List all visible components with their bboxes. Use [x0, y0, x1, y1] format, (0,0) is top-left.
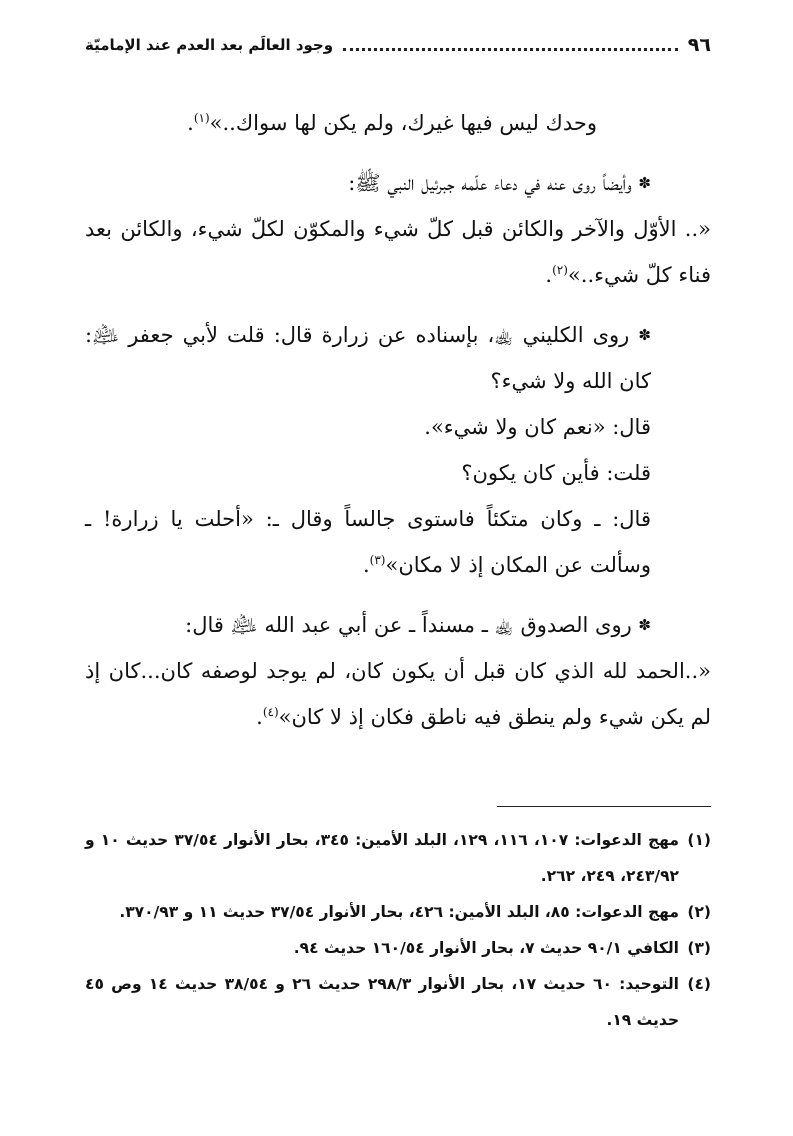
footnote-ref-4[interactable]: (٤) — [262, 705, 279, 719]
footnote-number: (٢) — [687, 903, 711, 921]
paragraph-4-text: روى الكليني ﵀، بإسناده عن زرارة قال: قلت لأبي جعفر ﵇: كان الله ولا شيء؟ — [85, 323, 651, 393]
running-header — [85, 30, 711, 60]
star-bullet-icon: ✽ — [638, 174, 651, 192]
paragraph-4 — [85, 312, 711, 404]
paragraph-1: وحدك ليس فيها غيرك، ولم يكن لها سواك..»$^{(١)}$. — [187, 111, 597, 135]
running-title: وجود العالَم بعد العدم عند الإماميّة — [85, 36, 334, 54]
quote-1-text: «.. الأوّل والآخر والكائن قبل كلّ شيء والمكوّن لكلّ شيء، والكائن بعد فناء كلّ شيء..» — [85, 217, 711, 287]
main-text — [85, 100, 711, 740]
footnote-1 — [85, 822, 711, 894]
quote-2-text: «..الحمد لله الذي كان قبل أن يكون كان، لم يوجد لوصفه كان...كان إذ لم يكن شيء ولم ينطق فيه ناطق فكان إذ لا كان» — [85, 659, 711, 729]
footnote-3 — [85, 930, 711, 966]
footnote-2 — [85, 894, 711, 930]
paragraph-5-text: قال: «نعم كان ولا شيء». — [424, 415, 651, 439]
footnote-text: التوحيد: ٦٠ حديث ١٧، بحار الأنوار ٢٩٨/٣ حديث ٢٦ و ٣٨/٥٤ حديث ١٤ وص ٤٥ حديث ١٩. — [85, 975, 679, 1029]
footnote-4 — [85, 966, 711, 1038]
paragraph-5 — [85, 404, 711, 450]
paragraph-7-text: قال: ـ وكان متكئاً فاستوى جالساً وقال ـ: «أحلت يا زرارة! ـ وسألت عن المكان إذ لا مكان» — [85, 507, 651, 577]
footnote-ref-1[interactable]: (١) — [193, 111, 210, 125]
footnote-ref-2[interactable]: (٢) — [552, 263, 568, 277]
header-dotted-leader — [343, 48, 678, 51]
quote-2: «..الحمد لله الذي كان قبل أن يكون كان، لم يوجد لوصفه كان...كان إذ لم يكن شيء ولم ينطق فيه ناطق فكان إذ لا كان»$^{(٤)}$. — [85, 659, 711, 729]
footnote-text: مهج الدعوات: ٨٥، البلد الأمين: ٤٢٦، بحار الأنوار ٣٧/٥٤ حديث ١١ و ٣٧٠/٩٣. — [119, 903, 679, 921]
paragraph-2-text: وأيضاً روى عنه في دعاء علّمه جبرئيل النبي ﷺ: — [348, 171, 632, 195]
footnote-number: (١) — [687, 831, 711, 849]
paragraph-1-text: وحدك ليس فيها غيرك، ولم يكن لها سواك..» — [209, 111, 597, 135]
paragraph-7: قال: ـ وكان متكئاً فاستوى جالساً وقال ـ: «أحلت يا زرارة! ـ وسألت عن المكان إذ لا مكان»$^{(٣)}$. — [85, 507, 651, 577]
footnote-number: (٣) — [687, 939, 711, 957]
star-bullet-icon: ✽ — [638, 326, 651, 344]
footnote-separator — [497, 806, 711, 807]
paragraph-2 — [85, 160, 711, 206]
page-number: ٩٦ — [687, 34, 711, 56]
paragraph-8 — [85, 602, 711, 648]
footnote-text: مهج الدعوات: ١٠٧، ١١٦، ١٢٩، البلد الأمين: ٣٤٥، بحار الأنوار ٣٧/٥٤ حديث ١٠ و ٢٤٣/٩٢، ٢٤٩، ٢٦٢. — [85, 831, 679, 885]
quote-1: «.. الأوّل والآخر والكائن قبل كلّ شيء والمكوّن لكلّ شيء، والكائن بعد فناء كلّ شيء..»$^{(٢)}$. — [85, 217, 711, 287]
star-bullet-icon: ✽ — [638, 616, 651, 634]
paragraph-8-text: روى الصدوق ﵀ ـ مسنداً ـ عن أبي عبد الله ﵇ قال: — [185, 613, 632, 637]
paragraph-6-text: قلت: فأين كان يكون؟ — [461, 461, 651, 485]
paragraph-6 — [85, 450, 711, 496]
footnote-ref-3[interactable]: (٣) — [369, 553, 386, 567]
footnotes — [85, 822, 711, 1038]
footnote-text: الكافي ٩٠/١ حديث ٧، بحار الأنوار ١٦٠/٥٤ حديث ٩٤. — [293, 939, 679, 957]
footnote-number: (٤) — [687, 975, 711, 993]
